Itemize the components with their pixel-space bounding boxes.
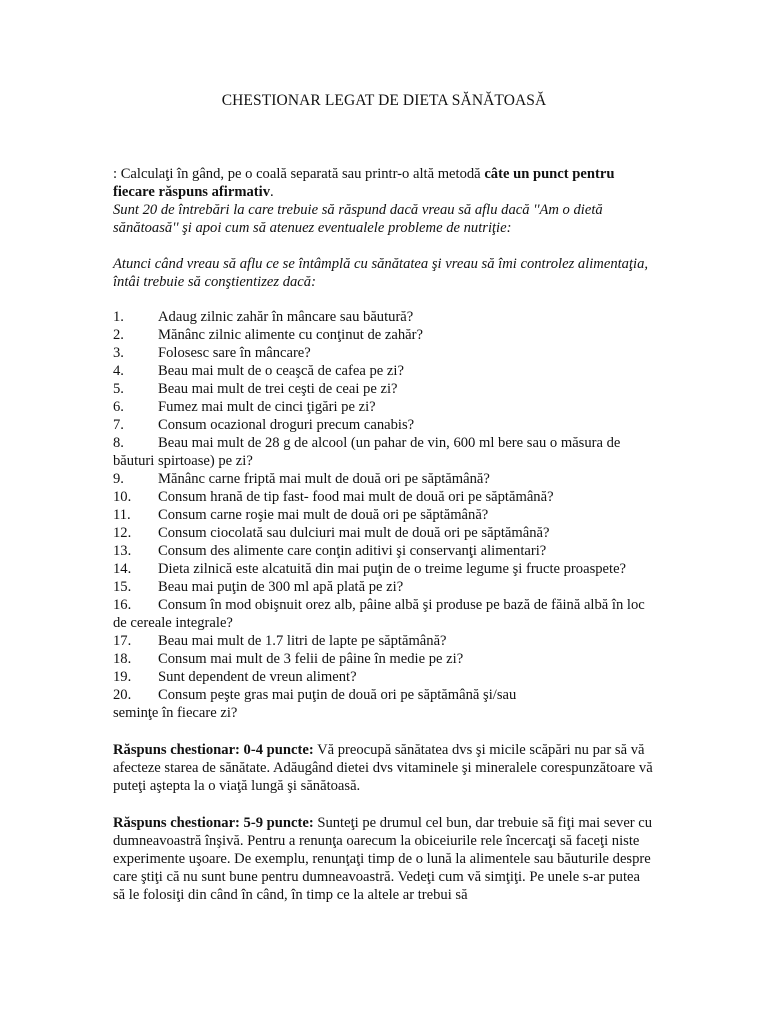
question-text: Consum ciocolată sau dulciuri mai mult de două ori pe săptămână? (158, 525, 550, 541)
question-text: Mănânc carne friptă mai mult de două ori pe săptămână? (158, 471, 490, 487)
list-item (113, 470, 653, 488)
question-list (113, 308, 653, 722)
question-text: Folosesc sare în mâncare? (158, 345, 311, 361)
question-number: 16. (113, 597, 132, 613)
intro-description: Sunt 20 de întrebări la care trebuie să răspund dacă vreau să aflu dacă ''Am o dietă sănătoasă'' şi apoi cum să atenuez eventualele probleme de nutriţie: (113, 202, 603, 236)
intro-instruction-end: . (270, 184, 274, 200)
answer-text: Vă preocupă sănătatea dvs şi micile scăpări nu par să vă afecteze starea de sănătate. Adăugând dietei dvs vitaminele şi mineralele corespunzătoare vă puteţi aştepta la o viaţă lungă şi sănătoasă. (113, 742, 653, 794)
question-number: 10. (113, 489, 132, 505)
list-item (113, 380, 653, 398)
list-item (113, 308, 653, 326)
page-title: CHESTIONAR LEGAT DE DIETA SĂNĂTOASĂ (221, 92, 547, 109)
list-item (113, 398, 653, 416)
list-item (113, 632, 653, 650)
intro-instruction-bold: câte un punct pentru fiecare răspuns afirmativ (113, 166, 615, 200)
list-item (113, 650, 653, 668)
question-text: Consum peşte gras mai puţin de două ori pe săptămână şi/sau (158, 687, 517, 703)
question-number: 12. (113, 525, 132, 541)
question-number: 3. (113, 345, 124, 361)
list-item (113, 434, 653, 470)
list-item (113, 668, 653, 686)
answer-label: Răspuns chestionar: 5-9 puncte: (113, 815, 314, 831)
question-number: 1. (113, 309, 124, 325)
question-number: 4. (113, 363, 124, 379)
list-item (113, 344, 653, 362)
question-number: 2. (113, 327, 124, 343)
list-item (113, 542, 653, 560)
list-item (113, 578, 653, 596)
list-item (113, 488, 653, 506)
question-number: 6. (113, 399, 124, 415)
intro-instruction-text: : Calculaţi în gând, pe o coală separată sau printr-o altă metodă (113, 166, 485, 182)
question-text: Consum hrană de tip fast- food mai mult de două ori pe săptămână? (158, 489, 554, 505)
question-text: Beau mai mult de trei ceşti de ceai pe zi? (158, 381, 398, 397)
question-text: Adaug zilnic zahăr în mâncare sau băutură? (158, 309, 414, 325)
question-number: 7. (113, 417, 124, 433)
question-text: Consum carne roşie mai mult de două ori pe săptămână? (158, 507, 489, 523)
list-item (113, 506, 653, 524)
question-number: 8. (113, 435, 124, 451)
document-body (113, 165, 653, 904)
answer-text: Sunteţi pe drumul cel bun, dar trebuie să fiţi mai sever cu dumneavoastră înşivă. Pentru a renunţa oarecum la obiceiurile rele încercaţi să faceţi niste experimente uşoare. De exemplu, renunţaţi timp de o lună la alimentele sau băuturile despre care ştiţi că nu sunt bune pentru dumneavoastră. Vedeţi cum vă simţiţi. Pe unele s-ar putea să le folosiţi din când în când, în timp ce la altele ar trebui să (113, 815, 653, 903)
intro-instruction (113, 165, 653, 201)
question-number: 11. (113, 507, 131, 523)
question-text: Consum des alimente care conţin aditivi şi conservanţi alimentari? (158, 543, 547, 559)
answer-label: Răspuns chestionar: 0-4 puncte: (113, 742, 314, 758)
question-number: 17. (113, 633, 132, 649)
question-number: 14. (113, 561, 132, 577)
list-item (113, 596, 653, 632)
list-item (113, 416, 653, 434)
question-number: 19. (113, 669, 132, 685)
list-item (113, 560, 653, 578)
list-item (113, 686, 653, 704)
question-text: Consum ocazional droguri precum canabis? (158, 417, 415, 433)
list-item (113, 362, 653, 380)
list-item (113, 326, 653, 344)
question-text: Sunt dependent de vreun aliment? (158, 669, 357, 685)
question-number: 9. (113, 471, 124, 487)
question-number: 18. (113, 651, 132, 667)
intro-lead: Atunci când vreau să aflu ce se întâmplă cu sănătatea şi vreau să îmi controlez alimentaţia, întâi trebuie să conştientizez dacă: (113, 256, 649, 290)
list-item (113, 524, 653, 542)
question-text: Beau mai puţin de 300 ml apă plată pe zi? (158, 579, 404, 595)
answer-block-0-4 (113, 741, 653, 795)
question-number: 15. (113, 579, 132, 595)
question-text: Dieta zilnică este alcatuită din mai puţin de o treime legume şi fructe proaspete? (158, 561, 627, 577)
question-text: Beau mai mult de o ceaşcă de cafea pe zi? (158, 363, 404, 379)
question-number: 13. (113, 543, 132, 559)
question-text: Beau mai mult de 28 g de alcool (un pahar de vin, 600 ml bere sau o măsura de băuturi spirtoase) pe zi? (113, 435, 621, 469)
question-number: 20. (113, 687, 132, 703)
question-text: Consum în mod obişnuit orez alb, pâine albă şi produse pe bază de făină albă în loc de cereale integrale? (113, 597, 645, 631)
question-text: Consum mai mult de 3 felii de pâine în medie pe zi? (158, 651, 464, 667)
question-text: Mănânc zilnic alimente cu conţinut de zahăr? (158, 327, 423, 343)
question-text-continuation: seminţe în fiecare zi? (113, 705, 238, 721)
question-number: 5. (113, 381, 124, 397)
question-text: Fumez mai mult de cinci ţigări pe zi? (158, 399, 376, 415)
question-text: Beau mai mult de 1.7 litri de lapte pe săptămână? (158, 633, 447, 649)
answer-block-5-9 (113, 814, 653, 904)
